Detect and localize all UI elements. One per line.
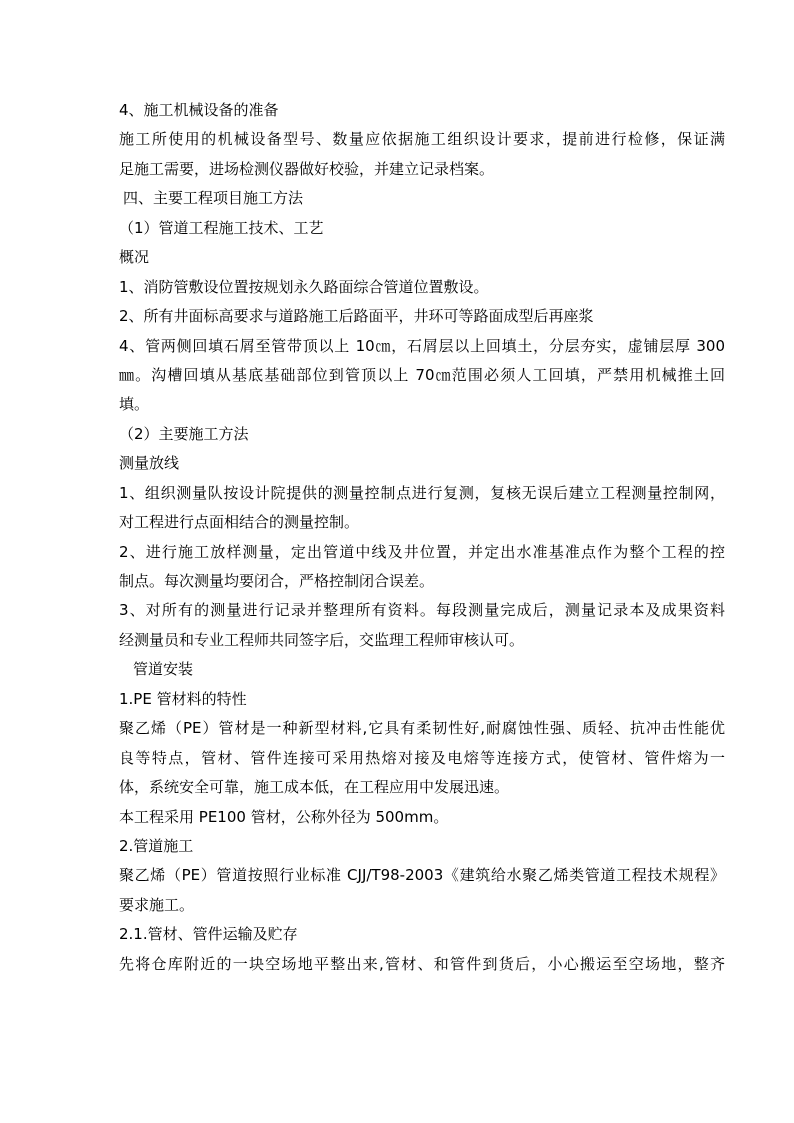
text-line: 管道安装 (133, 660, 194, 679)
text-line: 测量放线 (119, 454, 180, 473)
text-line: 4、施工机械设备的准备 (119, 101, 279, 119)
text-line: 聚乙烯（PE）管道按照行业标准 CJJ/T98-2003《建筑给水聚乙烯类管道工程技术规程》 (119, 866, 725, 885)
text-line: 先将仓库附近的一块空场地平整出来,管材、和管件到货后，小心搬运至空场地，整齐 (119, 954, 725, 973)
text-line: 填。 (119, 395, 150, 414)
text-line: 要求施工。 (119, 895, 195, 914)
text-line: 体，系统安全可靠，施工成本低，在工程应用中发展迅速。 (119, 778, 510, 797)
text-line: ㎜。沟槽回填从基底基础部位到管顶以上 70㎝范围必须人工回填，严禁用机械推土回 (119, 365, 725, 384)
text-line: 本工程采用 PE100 管材，公称外径为 500mm。 (119, 807, 449, 826)
text-line: 2.1.管材、管件运输及贮存 (119, 925, 298, 944)
text-line: （1）管道工程施工技术、工艺 (119, 218, 324, 237)
text-line: 2、所有井面标高要求与道路施工后路面平，井环可等路面成型后再座浆 (119, 307, 594, 326)
text-line: 良等特点，管材、管件连接可采用热熔对接及电熔等连接方式，使管材、管件熔为一 (119, 748, 725, 767)
text-line: 4、管两侧回填石屑至管带顶以上 10㎝，石屑层以上回填土，分层夯实，虚铺层厚 300 (119, 336, 725, 355)
text-line: 聚乙烯（PE）管材是一种新型材料,它具有柔韧性好,耐腐蚀性强、质轻、抗冲击性能优 (119, 719, 725, 738)
document-body (119, 96, 725, 979)
text-line: 对工程进行点面相结合的测量控制。 (119, 513, 360, 532)
text-line: 施工所使用的机械设备型号、数量应依据施工组织设计要求，提前进行检修，保证满 (119, 130, 725, 149)
text-line: 3、对所有的测量进行记录并整理所有资料。每段测量完成后，测量记录本及成果资料 (119, 601, 725, 620)
text-line: 概况 (119, 248, 150, 267)
text-line: 2、进行施工放样测量，定出管道中线及井位置，并定出水准基准点作为整个工程的控 (119, 542, 725, 561)
text-line: 1.PE 管材料的特性 (119, 689, 247, 708)
text-line: 足施工需要，进场检测仪器做好校验，并建立记录档案。 (119, 159, 495, 178)
text-line: 1、消防管敷设位置按规划永久路面综合管道位置敷设。 (119, 277, 489, 296)
text-line: （2）主要施工方法 (119, 424, 249, 443)
text-line: 四、主要工程项目施工方法 (123, 189, 304, 208)
text-line: 2.管道施工 (119, 836, 194, 855)
text-line: 1、组织测量队按设计院提供的测量控制点进行复测，复核无误后建立工程测量控制网， (119, 483, 725, 502)
text-line: 制点。每次测量均要闭合，严格控制闭合误差。 (119, 572, 435, 590)
text-line: 经测量员和专业工程师共同签字后，交监理工程师审核认可。 (119, 630, 525, 649)
